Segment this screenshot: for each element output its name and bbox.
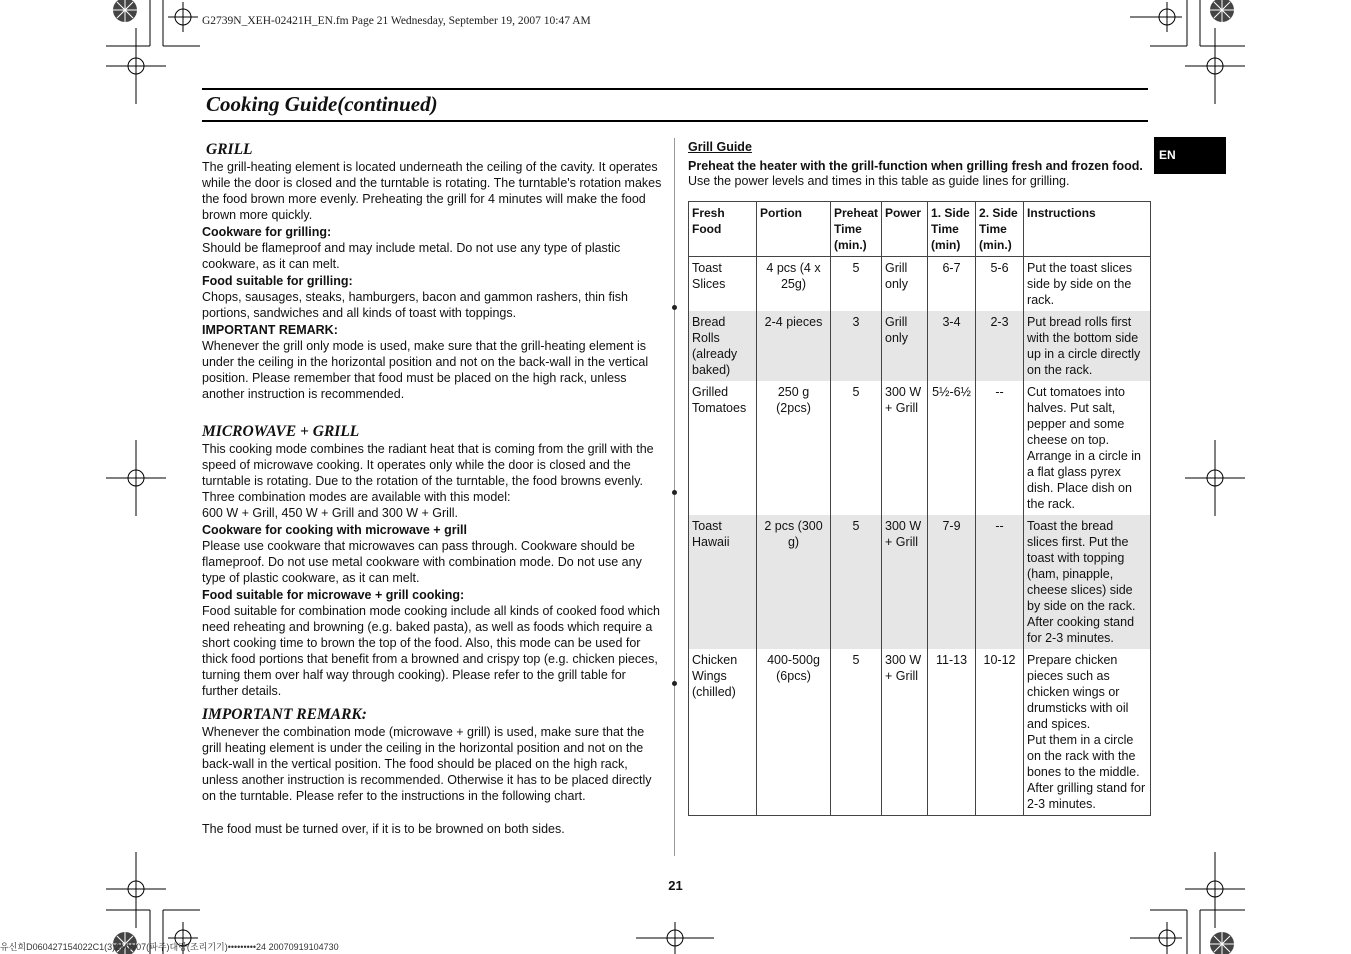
mwgrill-cookware-text: Please use cookware that microwaves can pass through. Cookware should be flameproof. Do not use metal cookware with combination mode. Do not use any type of plastic cookware, as it can melt. [202, 539, 642, 585]
col-header-instructions: Instructions [1024, 202, 1151, 257]
left-column [202, 140, 662, 837]
grill-guide-table [688, 201, 1151, 816]
table-row [689, 257, 1151, 312]
cell-side2: 2-3 [976, 311, 1024, 381]
cell-power: Grill only [882, 311, 928, 381]
cell-portion: 2 pcs (300 g) [757, 515, 831, 649]
right-column [688, 140, 1154, 816]
cell-power: Grill only [882, 257, 928, 312]
cell-instructions: Put bread rolls first with the bottom side up in a circle directly on the rack. [1024, 311, 1151, 381]
cell-preheat: 5 [831, 515, 882, 649]
cell-instructions: Toast the bread slices first. Put the toast with topping (ham, pinapple, cheese slices) side by side on the rack. After cooking stand for 2-3 minutes. [1024, 515, 1151, 649]
cell-preheat: 5 [831, 381, 882, 515]
cell-side1: 7-9 [928, 515, 976, 649]
print-footer: 유신희D060427154022C1(3)2MW07(파주)대량(조리기기)•••••••••24 20070919104730 [0, 942, 339, 952]
cell-side1: 5½-6½ [928, 381, 976, 515]
page-number: 21 [668, 878, 683, 893]
grill-intro: The grill-heating element is located underneath the ceiling of the cavity. It operates while the door is closed and the turntable is rotating. The turntable's rotation makes the food brown more evenly. Preheating the grill for 4 minutes will make the food brown more quickly. [202, 160, 662, 222]
file-info-line: G2739N_XEH-02421H_EN.fm Page 21 Wednesday, September 19, 2007 10:47 AM [202, 15, 591, 27]
cell-side2: -- [976, 515, 1024, 649]
cell-power: 300 W + Grill [882, 649, 928, 816]
cell-portion: 400-500g (6pcs) [757, 649, 831, 816]
title-rule-bottom [202, 120, 1148, 122]
cell-instructions: Cut tomatoes into halves. Put salt, pepper and some cheese on top. Arrange in a circle in a flat glass pyrex dish. Place dish on the rack. [1024, 381, 1151, 515]
instructions-part: Prepare chicken pieces such as chicken wings or drumsticks with oil and spices. [1027, 653, 1129, 731]
cell-instructions: Put the toast slices side by side on the rack. [1024, 257, 1151, 312]
divider-dot [672, 305, 677, 310]
column-divider [674, 138, 675, 856]
cell-side1: 6-7 [928, 257, 976, 312]
cell-side1: 11-13 [928, 649, 976, 816]
grill-remark-heading: IMPORTANT REMARK: [202, 323, 338, 337]
grill-food-text: Chops, sausages, steaks, hamburgers, bacon and gammon rashers, thin fish portions, sandwiches and all kinds of toast with toppings. [202, 290, 628, 320]
cell-food: Toast Slices [689, 257, 757, 312]
cell-side1: 3-4 [928, 311, 976, 381]
cell-side2: 5-6 [976, 257, 1024, 312]
instructions-part: Put them in a circle on the rack with the bones to the middle. After grilling stand for 2-3 minutes. [1027, 733, 1146, 811]
mwgrill-cookware-heading: Cookware for cooking with microwave + grill [202, 523, 467, 537]
cell-preheat: 5 [831, 649, 882, 816]
cell-portion: 4 pcs (4 x 25g) [757, 257, 831, 312]
col-header-portion: Portion [757, 202, 831, 257]
table-row [689, 515, 1151, 649]
cell-instructions [1024, 649, 1151, 816]
cell-food: Bread Rolls (already baked) [689, 311, 757, 381]
grill-heading: GRILL [206, 141, 253, 158]
table-row [689, 311, 1151, 381]
col-header-side1: 1. Side Time (min) [928, 202, 976, 257]
remark2-text: Whenever the combination mode (microwave + grill) is used, make sure that the grill heating element is under the ceiling in the horizontal position and not on the back-wall in the vertical position. The food should be placed on the high rack, unless another instruction is recommended. Otherwise it has to be placed directly on the turntable. Please refer to the instructions in the following chart. [202, 725, 652, 803]
table-row [689, 381, 1151, 515]
cell-food: Grilled Tomatoes [689, 381, 757, 515]
cell-side2: -- [976, 381, 1024, 515]
col-header-preheat: Preheat Time (min.) [831, 202, 882, 257]
title-rule-top [202, 88, 1148, 90]
page-title: Cooking Guide(continued) [206, 92, 438, 116]
mwgrill-heading: MICROWAVE + GRILL [202, 423, 360, 440]
cell-portion: 250 g (2pcs) [757, 381, 831, 515]
cell-side2: 10-12 [976, 649, 1024, 816]
col-header-food: Fresh Food [689, 202, 757, 257]
cell-food: Chicken Wings (chilled) [689, 649, 757, 816]
mwgrill-modes: 600 W + Grill, 450 W + Grill and 300 W + Grill. [202, 506, 458, 520]
grill-food-heading: Food suitable for grilling: [202, 274, 353, 288]
col-header-side2: 2. Side Time (min.) [976, 202, 1024, 257]
cell-power: 300 W + Grill [882, 381, 928, 515]
mwgrill-food-heading: Food suitable for microwave + grill cooking: [202, 588, 465, 602]
mwgrill-intro: This cooking mode combines the radiant heat that is coming from the grill with the speed of microwave cooking. It operates only while the door is closed and the turntable is rotating. Due to the rotation of the turntable, the food browns evenly. Three combination modes are available with this model: [202, 442, 654, 504]
grill-cookware-heading: Cookware for grilling: [202, 225, 332, 239]
turn-over-note: The food must be turned over, if it is to be browned on both sides. [202, 822, 565, 836]
divider-dot [672, 681, 677, 686]
grill-remark-text: Whenever the grill only mode is used, make sure that the grill-heating element is under the ceiling in the horizontal position and not on the back-wall in the vertical position. Please remember that food must be placed on the high rack, unless another instruction is recommended. [202, 339, 649, 401]
cell-portion: 2-4 pieces [757, 311, 831, 381]
divider-dot [672, 490, 677, 495]
grill-guide-intro: Use the power levels and times in this table as guide lines for grilling. [688, 174, 1070, 188]
cell-preheat: 3 [831, 311, 882, 381]
grill-guide-heading: Grill Guide [688, 140, 752, 154]
table-header-row [689, 202, 1151, 257]
cell-preheat: 5 [831, 257, 882, 312]
mwgrill-food-text: Food suitable for combination mode cooking include all kinds of cooked food which need reheating and browning (e.g. baked pasta), as well as foods which require a short cooking time to brown the top of the food. Also, this mode can be used for thick food portions that benefit from a browned and crispy top (e.g. chicken pieces, turning them over half way through cooking). Please refer to the grill table for further details. [202, 604, 660, 698]
table-row [689, 649, 1151, 816]
remark2-heading: IMPORTANT REMARK: [202, 706, 367, 723]
col-header-power: Power [882, 202, 928, 257]
grill-guide-preheat-note: Preheat the heater with the grill-function when grilling fresh and frozen food. [688, 159, 1143, 173]
grill-cookware-text: Should be flameproof and may include metal. Do not use any type of plastic cookware, as it can melt. [202, 241, 621, 271]
cell-power: 300 W + Grill [882, 515, 928, 649]
language-tab: EN [1154, 137, 1226, 174]
cell-food: Toast Hawaii [689, 515, 757, 649]
spacer [202, 402, 662, 422]
